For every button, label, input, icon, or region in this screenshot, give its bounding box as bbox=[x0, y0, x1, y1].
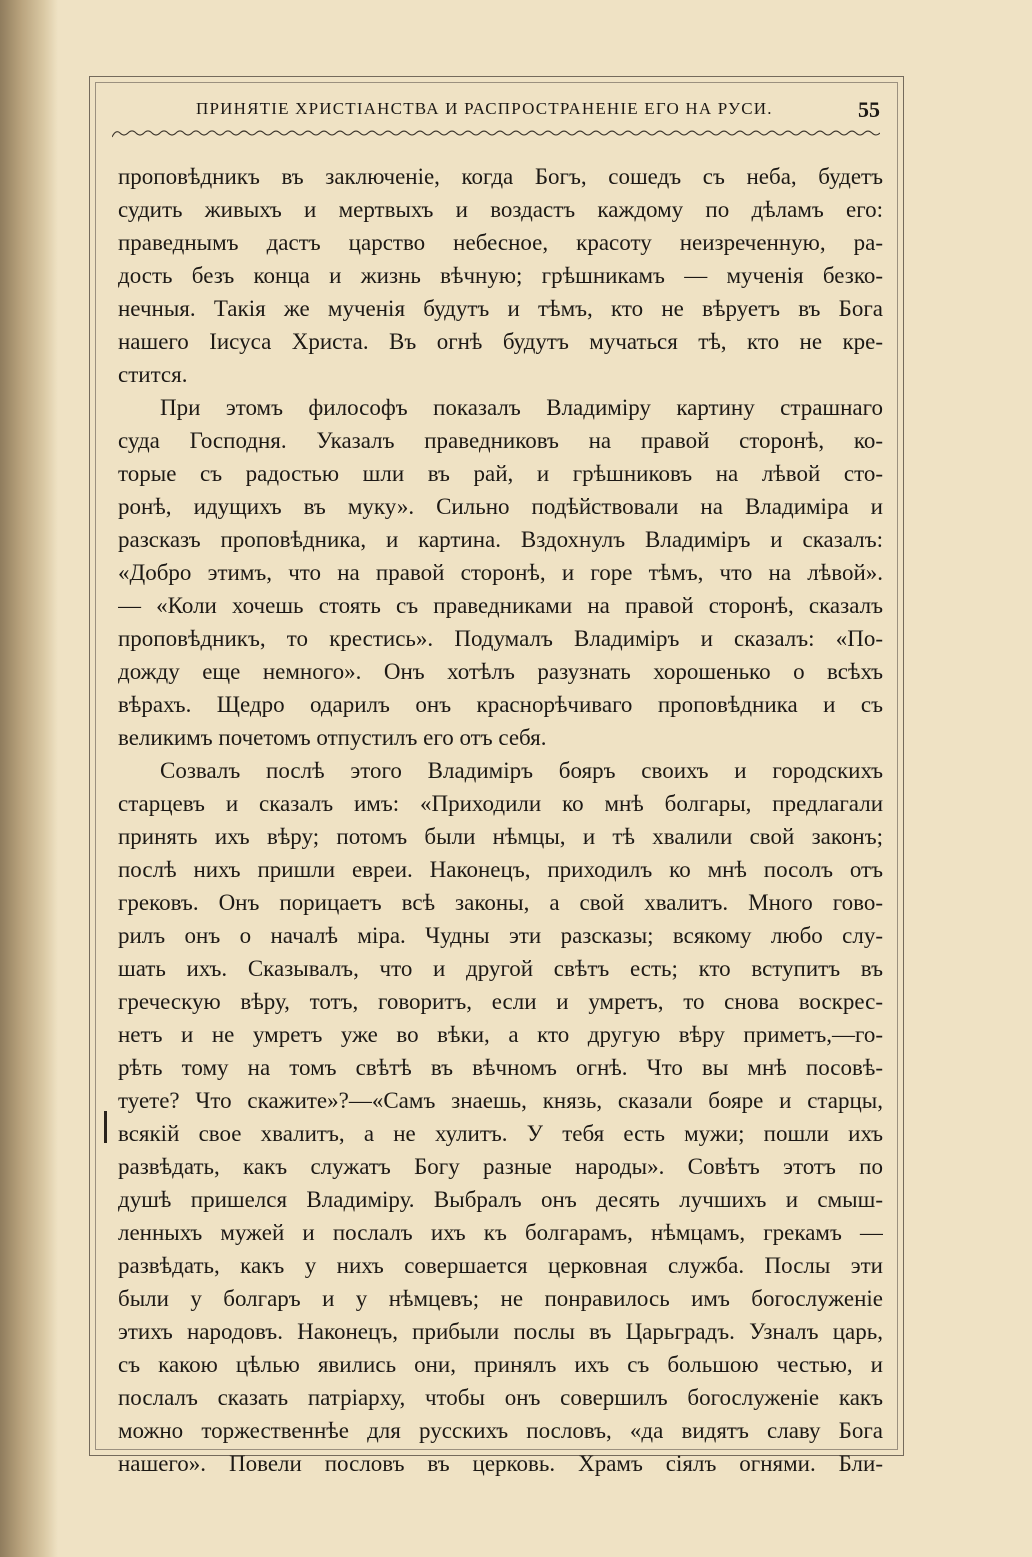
text-line: — «Коли хочешь стоять съ праведниками на правой сторонѣ, сказалъ bbox=[118, 593, 883, 618]
text-line: ленныхъ мужей и послалъ ихъ къ болгарамъ, нѣмцамъ, грекамъ — bbox=[118, 1220, 883, 1245]
text-line: рѣть тому на томъ свѣтѣ въ вѣчномъ огнѣ. Что вы мнѣ посовѣ- bbox=[118, 1055, 883, 1080]
paragraph-2 bbox=[118, 391, 883, 754]
text-line: греческую вѣру, тотъ, говоритъ, если и умретъ, то снова воскрес- bbox=[118, 989, 883, 1014]
text-line: были у болгаръ и у нѣмцевъ; не понравилось имъ богослуженіе bbox=[118, 1286, 883, 1311]
running-title: ПРИНЯТІЕ ХРИСТІАНСТВА И РАСПРОСТРАНЕНІЕ ЕГО НА РУСИ. bbox=[196, 99, 773, 118]
text-line: разсказъ проповѣдника, и картина. Вздохнулъ Владиміръ и сказалъ: bbox=[118, 527, 883, 552]
text-line: Созвалъ послѣ этого Владиміръ бояръ своихъ и городскихъ bbox=[160, 758, 883, 783]
text-line: послѣ нихъ пришли евреи. Наконецъ, приходилъ ко мнѣ посолъ отъ bbox=[118, 857, 883, 882]
text-line: съ какою цѣлью явились они, принялъ ихъ съ большою честью, и bbox=[118, 1352, 883, 1377]
text-line: принять ихъ вѣру; потомъ были нѣмцы, и тѣ хвалили свой законъ; bbox=[118, 824, 883, 849]
page-gutter-shadow bbox=[0, 0, 58, 1557]
text-line: шать ихъ. Сказывалъ, что и другой свѣтъ есть; кто вступитъ въ bbox=[118, 956, 883, 981]
text-line: праведнымъ дастъ царство небесное, красоту неизреченную, ра- bbox=[118, 230, 883, 255]
text-line: торые съ радостью шли въ рай, и грѣшниковъ на лѣвой сто- bbox=[118, 461, 883, 486]
text-line: всякій свое хвалитъ, а не хулитъ. У тебя есть мужи; пошли ихъ bbox=[118, 1121, 883, 1146]
text-line: развѣдать, какъ служатъ Богу разные народы». Совѣтъ этотъ по bbox=[118, 1154, 883, 1179]
paragraph-1 bbox=[118, 160, 883, 391]
text-line: старцевъ и сказалъ имъ: «Приходили ко мнѣ болгары, предлагали bbox=[118, 791, 883, 816]
text-line: «Добро этимъ, что на правой сторонѣ, и горе тѣмъ, что на лѣвой». bbox=[118, 560, 883, 585]
text-line: При этомъ философъ показалъ Владиміру картину страшнаго bbox=[160, 395, 883, 420]
text-line: этихъ народовъ. Наконецъ, прибыли послы въ Царьградъ. Узналъ царь, bbox=[118, 1319, 883, 1344]
text-line: послалъ сказать патріарху, чтобы онъ совершилъ богослуженіе какъ bbox=[118, 1385, 883, 1410]
text-line: вѣрахъ. Щедро одарилъ онъ краснорѣчиваго проповѣдника и съ bbox=[118, 692, 883, 717]
text-line: великимъ почетомъ отпустилъ его отъ себя. bbox=[118, 725, 547, 750]
text-line: нашего». Повели пословъ въ церковь. Храмъ сіялъ огнями. Бли- bbox=[118, 1451, 883, 1476]
text-line: ронѣ, идущихъ въ муку». Сильно подѣйствовали на Владиміра и bbox=[118, 494, 883, 519]
page-number: 55 bbox=[858, 97, 880, 122]
margin-mark bbox=[104, 1111, 107, 1143]
paragraph-3 bbox=[118, 754, 883, 1480]
text-line: нечныя. Такія же мученія будутъ и тѣмъ, кто не вѣруетъ въ Бога bbox=[118, 296, 883, 321]
text-line: дожду еще немного». Онъ хотѣлъ разузнать хорошенько о всѣхъ bbox=[118, 659, 883, 684]
text-line: рилъ онъ о началѣ міра. Чудны эти разсказы; всякому любо слу- bbox=[118, 923, 883, 948]
text-line: душѣ пришелся Владиміру. Выбралъ онъ десять лучшихъ и смыш- bbox=[118, 1187, 883, 1212]
text-line: туете? Что скажите»?—«Самъ знаешь, князь, сказали бояре и старцы, bbox=[118, 1088, 883, 1113]
text-line: стится. bbox=[118, 362, 188, 387]
wavy-rule-ornament bbox=[112, 127, 880, 139]
text-line: можно торжественнѣе для русскихъ пословъ, «да видятъ славу Бога bbox=[118, 1418, 883, 1443]
text-line: нашего Іисуса Христа. Въ огнѣ будутъ мучаться тѣ, кто не кре- bbox=[118, 329, 883, 354]
body-text bbox=[118, 160, 883, 1480]
text-line: грековъ. Онъ порицаетъ всѣ законы, а свой хвалитъ. Много гово- bbox=[118, 890, 883, 915]
text-line: развѣдать, какъ у нихъ совершается церковная служба. Послы эти bbox=[118, 1253, 883, 1278]
text-line: дость безъ конца и жизнь вѣчную; грѣшникамъ — мученія безко- bbox=[118, 263, 883, 288]
text-line: суда Господня. Указалъ праведниковъ на правой сторонѣ, ко- bbox=[118, 428, 883, 453]
text-line: проповѣдникъ, то крестись». Подумалъ Владиміръ и сказалъ: «По- bbox=[118, 626, 883, 651]
text-line: нетъ и не умретъ уже во вѣки, а кто другую вѣру приметъ,—го- bbox=[118, 1022, 883, 1047]
text-line: судить живыхъ и мертвыхъ и воздастъ каждому по дѣламъ его: bbox=[118, 197, 883, 222]
running-header bbox=[112, 96, 880, 136]
text-line: проповѣдникъ въ заключеніе, когда Богъ, сошедъ съ неба, будетъ bbox=[118, 164, 883, 189]
